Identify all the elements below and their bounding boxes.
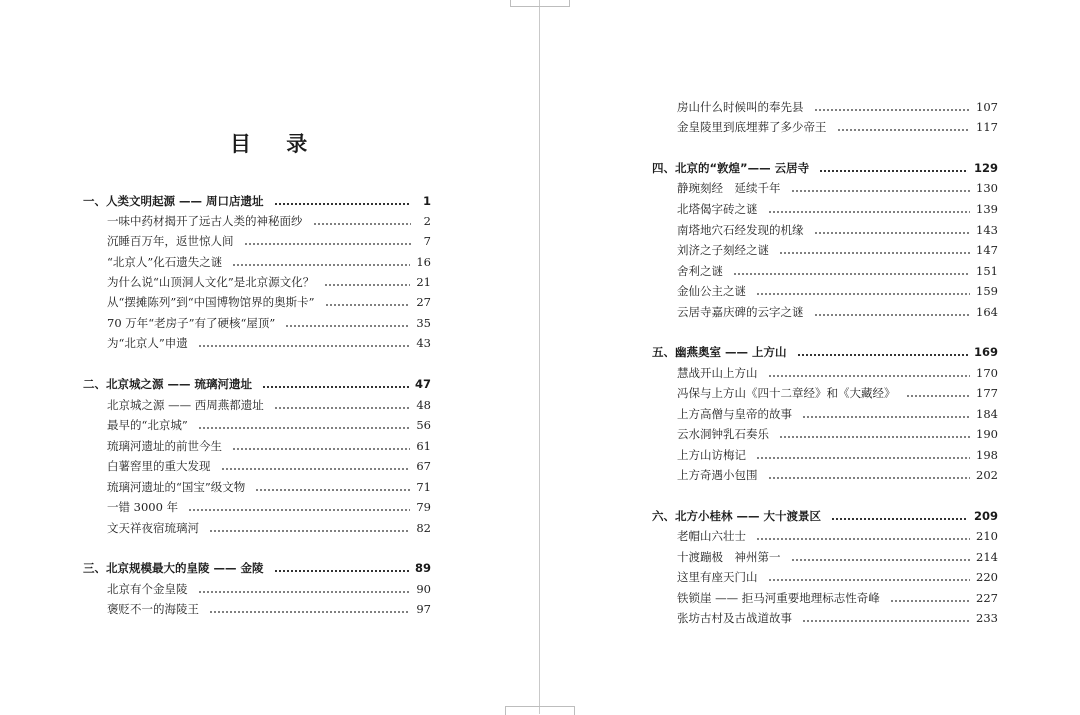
dot-leader bbox=[791, 559, 971, 561]
dot-leader bbox=[274, 203, 411, 205]
toc-section-title: 四、北京的“敦煌”—— 云居寺 bbox=[652, 161, 810, 175]
toc-entry bbox=[107, 579, 431, 599]
dot-leader bbox=[262, 386, 409, 388]
dot-leader bbox=[768, 477, 971, 479]
dot-leader bbox=[831, 518, 968, 520]
toc-entry bbox=[677, 302, 998, 322]
toc-entry bbox=[677, 240, 998, 260]
dot-leader bbox=[768, 579, 971, 581]
toc-entry bbox=[107, 395, 431, 415]
page-number: 82 bbox=[416, 521, 431, 535]
toc-entry-title: 北京有个金皇陵 bbox=[107, 582, 188, 596]
dot-leader bbox=[890, 600, 970, 602]
dot-leader bbox=[814, 314, 971, 316]
toc-entry bbox=[677, 608, 998, 628]
page-number: 233 bbox=[976, 611, 998, 625]
toc-entry bbox=[677, 526, 998, 546]
dot-leader bbox=[819, 170, 968, 172]
toc-entry bbox=[107, 518, 431, 538]
toc-entry bbox=[107, 415, 431, 435]
page-number: 47 bbox=[414, 377, 431, 391]
toc-entry-title: 为“北京人”申遗 bbox=[107, 336, 188, 350]
dot-leader bbox=[232, 448, 410, 450]
toc-section-title: 五、幽燕奥室 —— 上方山 bbox=[652, 345, 787, 359]
toc-entry bbox=[107, 436, 431, 456]
toc-entry bbox=[677, 383, 998, 403]
dot-leader bbox=[756, 538, 970, 540]
page-number: 16 bbox=[416, 255, 431, 269]
page-number: 43 bbox=[416, 336, 431, 350]
dot-leader bbox=[274, 407, 411, 409]
dot-leader bbox=[209, 611, 410, 613]
toc-entry bbox=[677, 97, 998, 117]
toc-entry-title: 一味中药材揭开了远古人类的神秘面纱 bbox=[107, 214, 303, 228]
toc-entry bbox=[677, 445, 998, 465]
toc-entry bbox=[107, 272, 431, 292]
page-number: 129 bbox=[973, 161, 998, 175]
toc-entry bbox=[107, 211, 431, 231]
page-number: 177 bbox=[976, 386, 998, 400]
page-number: 198 bbox=[976, 448, 998, 462]
toc-entry-title: 70 万年“老房子”有了硬核“屋顶” bbox=[107, 316, 276, 330]
toc-entry-title: 金仙公主之谜 bbox=[677, 284, 746, 298]
dot-leader bbox=[797, 354, 968, 356]
toc-entry bbox=[107, 252, 431, 272]
toc-entry-title: 云水洞钟乳石奏乐 bbox=[677, 427, 769, 441]
toc-entry-title: 房山什么时候叫的奉先县 bbox=[677, 100, 804, 114]
dot-leader bbox=[768, 375, 971, 377]
page-number: 71 bbox=[416, 480, 431, 494]
toc-entry-title: 老帽山六壮士 bbox=[677, 529, 746, 543]
toc-entry-title: 舍利之谜 bbox=[677, 264, 723, 278]
toc-entry-title: 这里有座天门山 bbox=[677, 570, 758, 584]
page-number: 61 bbox=[416, 439, 431, 453]
dot-leader bbox=[756, 293, 970, 295]
toc-section bbox=[652, 158, 998, 178]
page-number: 159 bbox=[976, 284, 998, 298]
dot-leader bbox=[837, 129, 971, 131]
dot-leader bbox=[802, 620, 970, 622]
dot-leader bbox=[221, 468, 411, 470]
page-number: 143 bbox=[976, 223, 998, 237]
toc-entry-title: 上方高僧与皇帝的故事 bbox=[677, 407, 792, 421]
dot-leader bbox=[244, 243, 412, 245]
toc-entry-title: 慧战开山上方山 bbox=[677, 366, 758, 380]
page-number: 89 bbox=[414, 561, 431, 575]
toc-section bbox=[652, 506, 998, 526]
page-number: 170 bbox=[976, 366, 998, 380]
page-number: 151 bbox=[976, 264, 998, 278]
page-number: 214 bbox=[976, 550, 998, 564]
toc-entry bbox=[677, 261, 998, 281]
dot-leader bbox=[325, 304, 411, 306]
dot-leader bbox=[814, 232, 971, 234]
page-number: 90 bbox=[416, 582, 431, 596]
toc-entry bbox=[107, 477, 431, 497]
crop-mark-top bbox=[510, 0, 570, 7]
toc-entry-title: 从“摆摊陈列”到“中国博物馆界的奥斯卡” bbox=[107, 295, 315, 309]
page-number: 139 bbox=[976, 202, 998, 216]
toc-entry bbox=[677, 178, 998, 198]
dot-leader bbox=[274, 570, 409, 572]
toc-entry bbox=[107, 497, 431, 517]
page-number: 190 bbox=[976, 427, 998, 441]
dot-leader bbox=[768, 211, 971, 213]
page-number: 209 bbox=[973, 509, 998, 523]
toc-entry bbox=[107, 313, 431, 333]
toc-entry-title: 琉璃河遗址的“国宝”级文物 bbox=[107, 480, 246, 494]
toc-section bbox=[652, 342, 998, 362]
toc-entry bbox=[107, 231, 431, 251]
toc-entry-title: 白薯窖里的重大发现 bbox=[107, 459, 211, 473]
toc-entry bbox=[677, 424, 998, 444]
dot-leader bbox=[802, 416, 970, 418]
page-number: 1 bbox=[422, 194, 431, 208]
toc-entry bbox=[677, 363, 998, 383]
dot-leader bbox=[255, 489, 410, 491]
dot-leader bbox=[232, 264, 410, 266]
dot-leader bbox=[285, 325, 410, 327]
toc-entry bbox=[677, 281, 998, 301]
toc-entry-title: 为什么说“山顶洞人文化”是北京源文化？ bbox=[107, 275, 315, 289]
toc-entry-title: 刘济之子刻经之谜 bbox=[677, 243, 769, 257]
toc-entry-title: 褒贬不一的海陵王 bbox=[107, 602, 199, 616]
toc-section bbox=[83, 558, 431, 578]
page-number: 117 bbox=[976, 120, 998, 134]
toc-entry-title: 铁锁崖 —— 拒马河重要地理标志性奇峰 bbox=[677, 591, 880, 605]
toc-entry-title: 文天祥夜宿琉璃河 bbox=[107, 521, 199, 535]
dot-leader bbox=[188, 509, 410, 511]
page-number: 107 bbox=[976, 100, 998, 114]
toc-entry-title: 上方奇遇小包围 bbox=[677, 468, 758, 482]
page-number: 35 bbox=[416, 316, 431, 330]
toc-entry bbox=[677, 567, 998, 587]
page-number: 210 bbox=[976, 529, 998, 543]
toc-section bbox=[83, 191, 431, 211]
dot-leader bbox=[906, 395, 971, 397]
toc-entry-title: 上方山访梅记 bbox=[677, 448, 746, 462]
toc-entry bbox=[677, 465, 998, 485]
toc-entry bbox=[107, 599, 431, 619]
page-number: 130 bbox=[976, 181, 998, 195]
toc-entry-title: “北京人”化石遗失之谜 bbox=[107, 255, 223, 269]
toc-entry-title: 静琬刻经 延续千年 bbox=[677, 181, 781, 195]
page-number: 27 bbox=[416, 295, 431, 309]
toc-entry-title: 张坊古村及古战道故事 bbox=[677, 611, 792, 625]
toc-entry-title: 沉睡百万年，返世惊人间 bbox=[107, 234, 234, 248]
page-number: 48 bbox=[416, 398, 431, 412]
dot-leader bbox=[313, 223, 412, 225]
toc-entry bbox=[677, 588, 998, 608]
page-number: 2 bbox=[423, 214, 431, 228]
page-number: 184 bbox=[976, 407, 998, 421]
dot-leader bbox=[779, 252, 970, 254]
page-number: 7 bbox=[423, 234, 431, 248]
toc-entry bbox=[677, 117, 998, 137]
page-number: 67 bbox=[416, 459, 431, 473]
toc-entry bbox=[677, 404, 998, 424]
toc-section-title: 一、人类文明起源 —— 周口店遗址 bbox=[83, 194, 264, 208]
page-title: 目 录 bbox=[230, 131, 322, 156]
toc-entry-title: 琉璃河遗址的前世今生 bbox=[107, 439, 222, 453]
page-number: 227 bbox=[976, 591, 998, 605]
dot-leader bbox=[209, 530, 410, 532]
toc-entry-title: 北塔偈字砖之谜 bbox=[677, 202, 758, 216]
toc-entry-title: 云居寺嘉庆碑的云字之谜 bbox=[677, 305, 804, 319]
toc-entry-title: 十渡蹦极 神州第一 bbox=[677, 550, 781, 564]
dot-leader bbox=[198, 427, 411, 429]
toc-entry bbox=[677, 199, 998, 219]
book-spine bbox=[539, 0, 540, 714]
toc-entry bbox=[107, 292, 431, 312]
toc-entry-title: 南塔地穴石经发现的机缘 bbox=[677, 223, 804, 237]
page-number: 56 bbox=[416, 418, 431, 432]
dot-leader bbox=[198, 345, 411, 347]
dot-leader bbox=[324, 284, 410, 286]
dot-leader bbox=[198, 591, 411, 593]
toc-entry bbox=[107, 333, 431, 353]
page-number: 164 bbox=[976, 305, 998, 319]
toc-section-title: 二、北京城之源 —— 琉璃河遗址 bbox=[83, 377, 253, 391]
toc-section-title: 六、北方小桂林 —— 大十渡景区 bbox=[652, 509, 822, 523]
page-number: 202 bbox=[976, 468, 998, 482]
toc-section-title: 三、北京规模最大的皇陵 —— 金陵 bbox=[83, 561, 264, 575]
toc-entry bbox=[677, 220, 998, 240]
toc-entry bbox=[677, 547, 998, 567]
dot-leader bbox=[779, 436, 970, 438]
page-number: 79 bbox=[416, 500, 431, 514]
toc-entry bbox=[107, 456, 431, 476]
toc-entry-title: 冯保与上方山《四十二章经》和《大藏经》 bbox=[677, 386, 896, 400]
dot-leader bbox=[756, 457, 970, 459]
toc-entry-title: 北京城之源 —— 西周燕都遗址 bbox=[107, 398, 264, 412]
dot-leader bbox=[814, 109, 971, 111]
page-number: 220 bbox=[976, 570, 998, 584]
dot-leader bbox=[733, 273, 970, 275]
page-number: 21 bbox=[416, 275, 431, 289]
toc-entry-title: 一错 3000 年 bbox=[107, 500, 179, 514]
toc-entry-title: 金皇陵里到底埋葬了多少帝王 bbox=[677, 120, 827, 134]
page-number: 169 bbox=[973, 345, 998, 359]
dot-leader bbox=[791, 190, 971, 192]
toc-section bbox=[83, 374, 431, 394]
toc-entry-title: 最早的“北京城” bbox=[107, 418, 188, 432]
page-number: 97 bbox=[416, 602, 431, 616]
page-number: 147 bbox=[976, 243, 998, 257]
